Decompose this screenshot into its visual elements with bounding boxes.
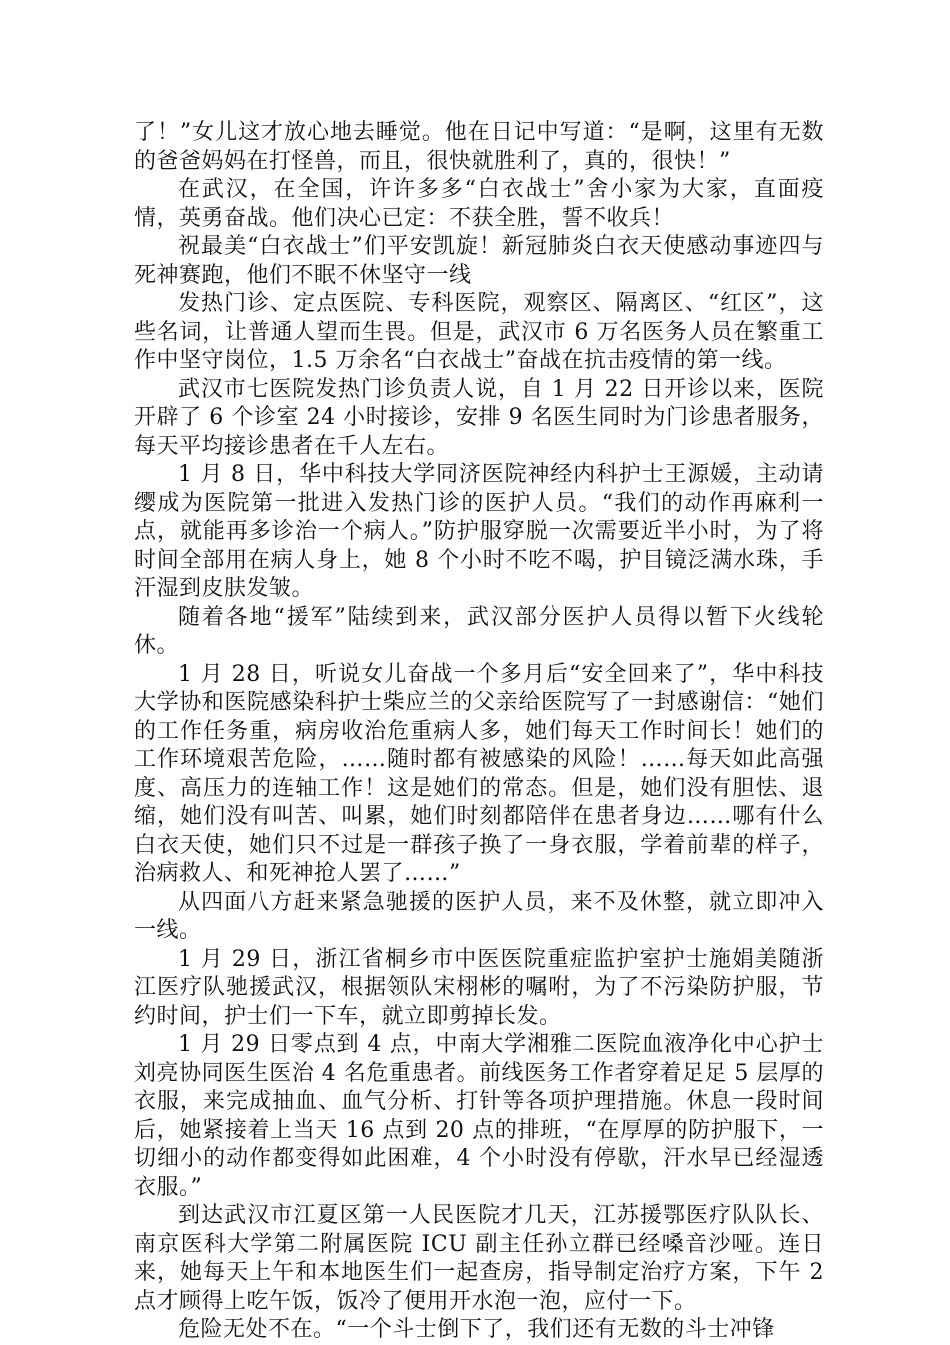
paragraph: 1 月 28 日，听说女儿奋战一个多月后“安全回来了”，华中科技大学协和医院感染科护士柴应兰的父亲给医院写了一封感谢信：“她们的工作任务重，病房收治危重病人多，她们每天工作时间长！她们的工作环境艰苦危险，……随时都有被感染的风险！……每天如此高强度、高压力的连轴工作！这是她们的常态。但是，她们没有胆怯、退缩，她们没有叫苦、叫累，她们时刻都陪伴在患者身边……哪有什么白衣天使，她们只不过是一群孩子换了一身衣服，学着前辈的样子，治病救人、和死神抢人罢了……” [134, 661, 824, 886]
paragraph: 从四面八方赶来紧急驰援的医护人员，来不及休整，就立即冲入一线。 [134, 889, 824, 943]
paragraph: 发热门诊、定点医院、专科医院，观察区、隔离区、“红区”，这些名词，让普通人望而生畏。但是，武汉市 6 万名医务人员在繁重工作中坚守岗位，1.5 万余名“白衣战士”奋战在抗击疫情的第一线。 [134, 291, 824, 373]
paragraph: 到达武汉市江夏区第一人民医院才几天，江苏援鄂医疗队队长、南京医科大学第二附属医院 ICU 副主任孙立群已经嗓音沙哑。连日来，她每天上午和本地医生们一起查房，指导制定治疗方案，下午 2 点才顾得上吃午饭，饭冷了便用开水泡一泡，应付一下。 [134, 1203, 824, 1314]
document-body [134, 119, 824, 1345]
paragraph: 1 月 8 日，华中科技大学同济医院神经内科护士王源媛，主动请缨成为医院第一批进入发热门诊的医护人员。“我们的动作再麻利一点，就能再多诊治一个病人。”防护服穿脱一次需要近半小时，为了将时间全部用在病人身上，她 8 个小时不吃不喝，护目镜泛满水珠，手汗湿到皮肤发皱。 [134, 462, 824, 601]
paragraph: 1 月 29 日，浙江省桐乡市中医医院重症监护室护士施娟美随浙江医疗队驰援武汉，根据领队宋栩彬的嘱咐，为了不污染防护服，节约时间，护士们一下车，就立即剪掉长发。 [134, 946, 824, 1029]
paragraph: 祝最美“白衣战士”们平安凯旋！新冠肺炎白衣天使感动事迹四与死神赛跑，他们不眠不休坚守一线 [134, 234, 824, 288]
paragraph: 了！”女儿这才放心地去睡觉。他在日记中写道：“是啊，这里有无数的爸爸妈妈在打怪兽，而且，很快就胜利了，真的，很快！” [134, 120, 824, 174]
paragraph: 1 月 29 日零点到 4 点，中南大学湘雅二医院血液净化中心护士刘亮协同医生医治 4 名危重患者。前线医务工作者穿着足足 5 层厚的衣服，来完成抽血、血气分析、打针等各项护理措施。休息一段时间后，她紧接着上当天 16 点到 20 点的排班，“在厚厚的防护服下，一切细小的动作都变得如此困难，4 个小时没有停歇，汗水早已经湿透衣服。” [134, 1032, 824, 1200]
paragraph: 随着各地“援军”陆续到来，武汉部分医护人员得以暂下火线轮休。 [134, 604, 824, 658]
paragraph: 武汉市七医院发热门诊负责人说，自 1 月 22 日开诊以来，医院开辟了 6 个诊室 24 小时接诊，安排 9 名医生同时为门诊患者服务，每天平均接诊患者在千人左右。 [134, 376, 824, 459]
paragraph: 在武汉，在全国，许许多多“白衣战士”舍小家为大家，直面疫情，英勇奋战。他们决心已定：不获全胜，誓不收兵！ [134, 177, 824, 231]
paragraph: 危险无处不在。“一个斗士倒下了，我们还有无数的斗士冲锋 [178, 1317, 775, 1342]
